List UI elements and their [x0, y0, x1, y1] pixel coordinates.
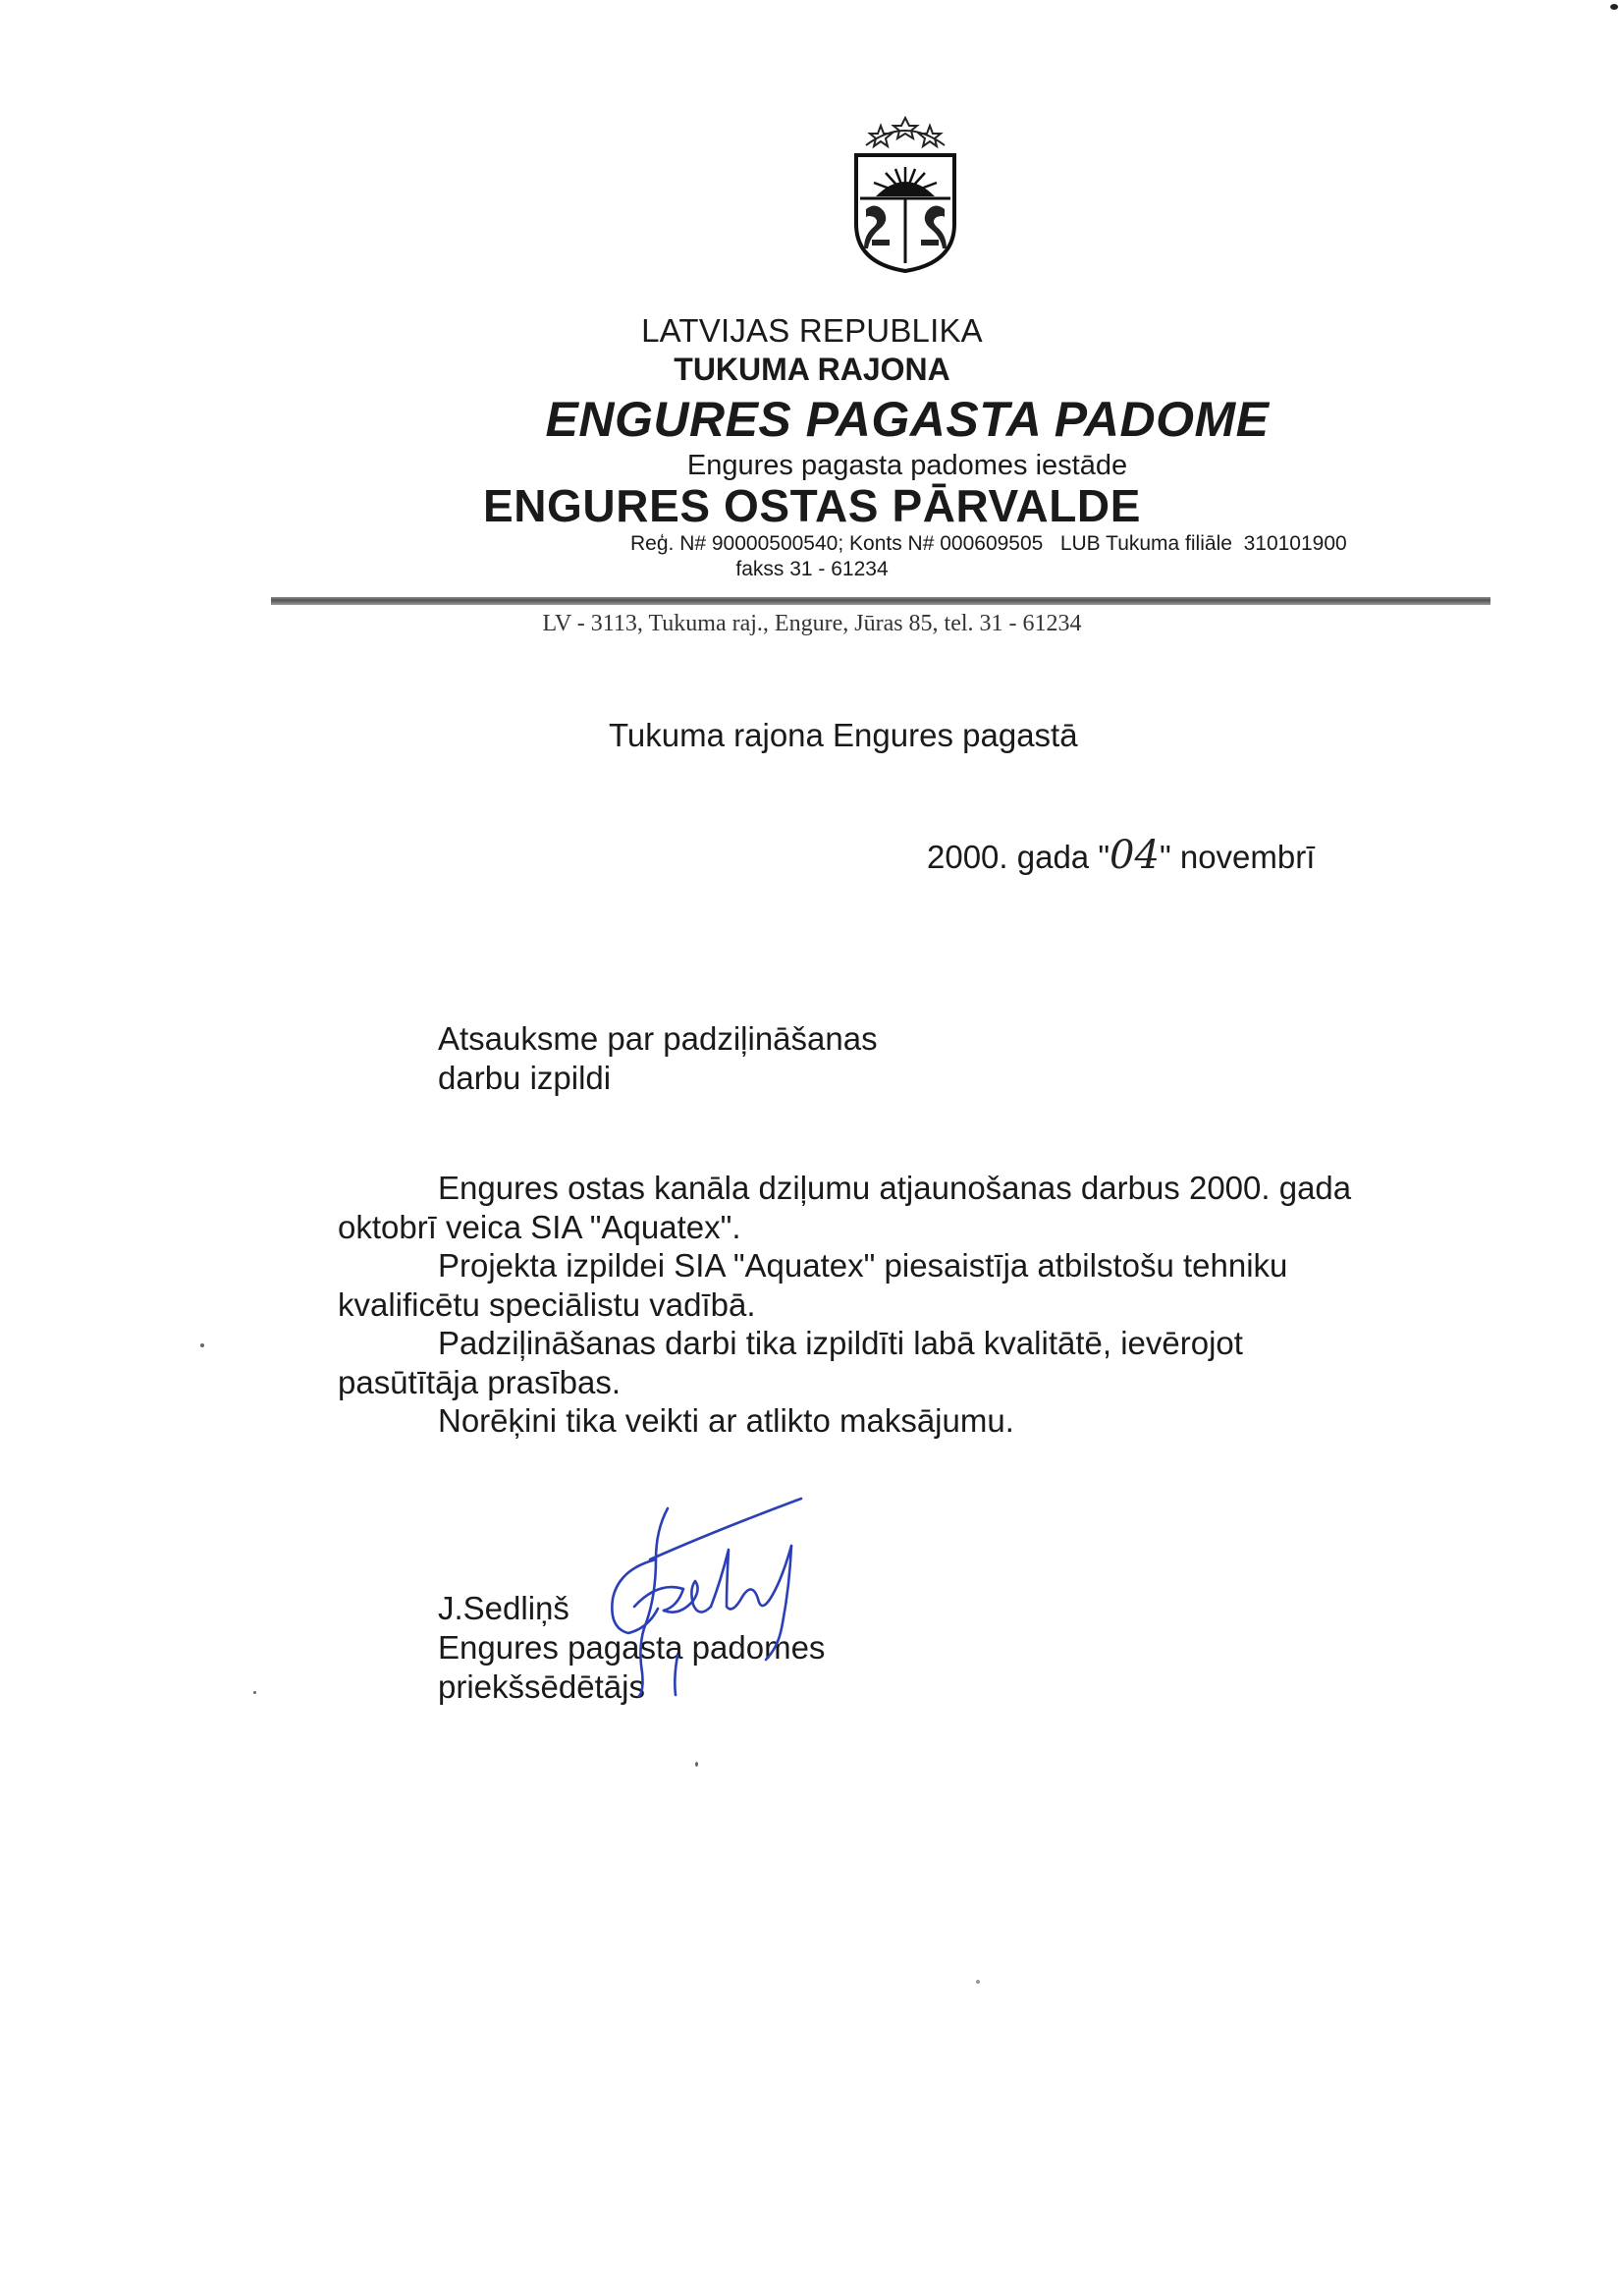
subject-line: darbu izpildi [438, 1060, 612, 1096]
registration-details: Reģ. N# 90000500540; Konts N# 000609505 LUB Tukuma filiāle 310101900 [630, 532, 1347, 555]
scan-speck [695, 1762, 698, 1767]
signatory-name: J.Sedliņš [438, 1590, 569, 1626]
scan-speck [200, 1343, 204, 1347]
body-paragraph: Padziļināšanas darbi tika izpildīti labā kvalitātē, ievērojot pasūtītāja prasības. [338, 1325, 1243, 1400]
signatory-title: Engures pagasta padomes [438, 1629, 826, 1666]
letterhead-divider [271, 597, 1490, 605]
letter-place: Tukuma rajona Engures pagastā [609, 717, 1078, 753]
date-prefix: 2000. gada " [927, 839, 1110, 875]
scan-speck [253, 1691, 256, 1694]
date-suffix: " novembrī [1159, 839, 1316, 875]
scan-speck [976, 1980, 980, 1984]
institution-note: Engures pagasta padomes iestāde [686, 450, 1128, 481]
address-line: LV - 3113, Tukuma raj., Engure, Jūras 85, tel. 31 - 61234 [542, 611, 1082, 636]
coat-of-arms-icon [846, 116, 964, 273]
subject-line: Atsauksme par padziļināšanas [438, 1020, 878, 1057]
body-paragraph: Projekta izpildei SIA "Aquatex" piesaistīja atbilstošu tehniku kvalificētu speciālistu vadībā. [338, 1247, 1288, 1323]
handwritten-signature [599, 1491, 805, 1697]
letter-date [927, 833, 1315, 878]
body-paragraph: Norēķini tika veikti ar atlikto maksājumu. [438, 1402, 1014, 1439]
date-day-handwritten: 04 [1110, 833, 1160, 878]
letter-subject [438, 1019, 878, 1098]
council-heading: ENGURES PAGASTA PADOME [545, 392, 1270, 447]
fax-number: fakss 31 - 61234 [735, 558, 889, 580]
district-heading: TUKUMA RAJONA [674, 352, 950, 387]
scan-speck [1610, 4, 1618, 10]
letter-body [338, 1169, 1369, 1441]
body-paragraph: Engures ostas kanāla dziļumu atjaunošanas darbus 2000. gada oktobrī veica SIA "Aquatex". [338, 1170, 1352, 1245]
signatory-title: priekšsēdētājs [438, 1668, 645, 1705]
country-heading: LATVIJAS REPUBLIKA [641, 312, 983, 349]
authority-heading: ENGURES OSTAS PĀRVALDE [482, 480, 1142, 531]
